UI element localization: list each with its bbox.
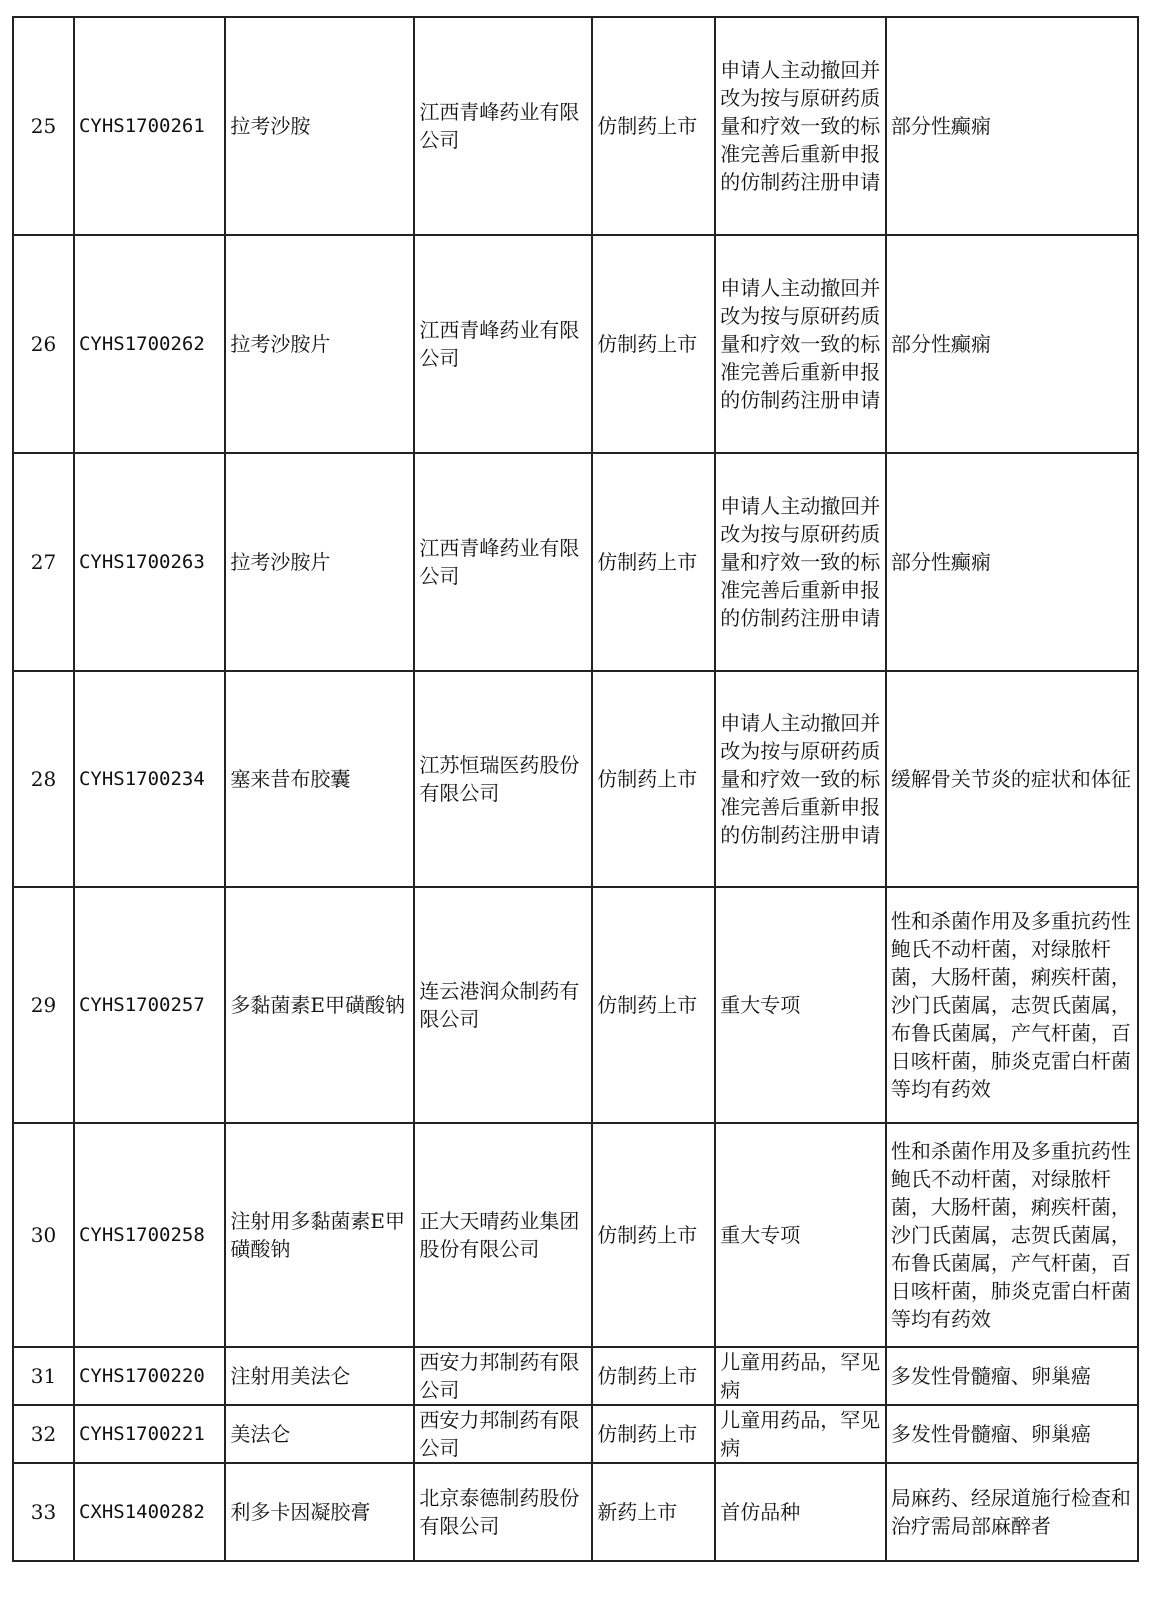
priority-reason: 儿童用药品，罕见病 <box>715 1347 886 1405</box>
drug-name: 多黏菌素E甲磺酸钠 <box>225 887 414 1123</box>
indication: 部分性癫痫 <box>886 17 1138 235</box>
application-type: 仿制药上市 <box>592 671 715 887</box>
company-name: 北京泰德制药股份有限公司 <box>414 1463 592 1561</box>
application-type: 仿制药上市 <box>592 17 715 235</box>
row-number: 28 <box>13 671 74 887</box>
acceptance-code: CYHS1700234 <box>74 671 225 887</box>
table-row <box>13 671 1138 887</box>
drug-name: 拉考沙胺 <box>225 17 414 235</box>
acceptance-code: CYHS1700263 <box>74 453 225 671</box>
indication: 多发性骨髓瘤、卵巢癌 <box>886 1405 1138 1463</box>
indication: 多发性骨髓瘤、卵巢癌 <box>886 1347 1138 1405</box>
row-number: 27 <box>13 453 74 671</box>
priority-reason: 首仿品种 <box>715 1463 886 1561</box>
table-row <box>13 1123 1138 1347</box>
application-type: 仿制药上市 <box>592 1347 715 1405</box>
application-type: 仿制药上市 <box>592 1123 715 1347</box>
drug-name: 注射用多黏菌素E甲磺酸钠 <box>225 1123 414 1347</box>
application-type: 仿制药上市 <box>592 235 715 453</box>
company-name: 江西青峰药业有限公司 <box>414 235 592 453</box>
indication: 部分性癫痫 <box>886 453 1138 671</box>
company-name: 西安力邦制药有限公司 <box>414 1405 592 1463</box>
drug-name: 塞来昔布胶囊 <box>225 671 414 887</box>
row-number: 33 <box>13 1463 74 1561</box>
indication: 性和杀菌作用及多重抗药性鲍氏不动杆菌，对绿脓杆菌，大肠杆菌，痢疾杆菌，沙门氏菌属，志贺氏菌属，布鲁氏菌属，产气杆菌，百日咳杆菌，肺炎克雷白杆菌等均有药效 <box>886 1123 1138 1347</box>
row-number: 29 <box>13 887 74 1123</box>
acceptance-code: CYHS1700257 <box>74 887 225 1123</box>
table-row <box>13 1405 1138 1463</box>
application-type: 仿制药上市 <box>592 1405 715 1463</box>
acceptance-code: CYHS1700261 <box>74 17 225 235</box>
acceptance-code: CXHS1400282 <box>74 1463 225 1561</box>
indication: 性和杀菌作用及多重抗药性鲍氏不动杆菌，对绿脓杆菌，大肠杆菌，痢疾杆菌，沙门氏菌属，志贺氏菌属，布鲁氏菌属，产气杆菌，百日咳杆菌，肺炎克雷白杆菌等均有药效 <box>886 887 1138 1123</box>
row-number: 26 <box>13 235 74 453</box>
company-name: 江西青峰药业有限公司 <box>414 453 592 671</box>
table-row <box>13 1347 1138 1405</box>
acceptance-code: CYHS1700258 <box>74 1123 225 1347</box>
priority-reason: 申请人主动撤回并改为按与原研药质量和疗效一致的标准完善后重新申报的仿制药注册申请 <box>715 671 886 887</box>
row-number: 25 <box>13 17 74 235</box>
indication: 局麻药、经尿道施行检查和治疗需局部麻醉者 <box>886 1463 1138 1561</box>
table-row <box>13 453 1138 671</box>
acceptance-code: CYHS1700220 <box>74 1347 225 1405</box>
row-number: 32 <box>13 1405 74 1463</box>
company-name: 正大天晴药业集团股份有限公司 <box>414 1123 592 1347</box>
drug-name: 拉考沙胺片 <box>225 453 414 671</box>
drug-name: 利多卡因凝胶膏 <box>225 1463 414 1561</box>
priority-reason: 申请人主动撤回并改为按与原研药质量和疗效一致的标准完善后重新申报的仿制药注册申请 <box>715 17 886 235</box>
priority-reason: 申请人主动撤回并改为按与原研药质量和疗效一致的标准完善后重新申报的仿制药注册申请 <box>715 235 886 453</box>
drug-name: 美法仑 <box>225 1405 414 1463</box>
table-row <box>13 1463 1138 1561</box>
priority-reason: 重大专项 <box>715 887 886 1123</box>
company-name: 江西青峰药业有限公司 <box>414 17 592 235</box>
priority-reason: 重大专项 <box>715 1123 886 1347</box>
application-type: 仿制药上市 <box>592 887 715 1123</box>
priority-reason: 儿童用药品，罕见病 <box>715 1405 886 1463</box>
priority-reason: 申请人主动撤回并改为按与原研药质量和疗效一致的标准完善后重新申报的仿制药注册申请 <box>715 453 886 671</box>
table-row <box>13 887 1138 1123</box>
company-name: 江苏恒瑞医药股份有限公司 <box>414 671 592 887</box>
company-name: 连云港润众制药有限公司 <box>414 887 592 1123</box>
table-row <box>13 235 1138 453</box>
row-number: 31 <box>13 1347 74 1405</box>
acceptance-code: CYHS1700221 <box>74 1405 225 1463</box>
application-type: 新药上市 <box>592 1463 715 1561</box>
indication: 缓解骨关节炎的症状和体征 <box>886 671 1138 887</box>
acceptance-code: CYHS1700262 <box>74 235 225 453</box>
application-type: 仿制药上市 <box>592 453 715 671</box>
drug-registration-table <box>12 16 1139 1562</box>
drug-name: 拉考沙胺片 <box>225 235 414 453</box>
company-name: 西安力邦制药有限公司 <box>414 1347 592 1405</box>
drug-name: 注射用美法仑 <box>225 1347 414 1405</box>
row-number: 30 <box>13 1123 74 1347</box>
table-row <box>13 17 1138 235</box>
indication: 部分性癫痫 <box>886 235 1138 453</box>
